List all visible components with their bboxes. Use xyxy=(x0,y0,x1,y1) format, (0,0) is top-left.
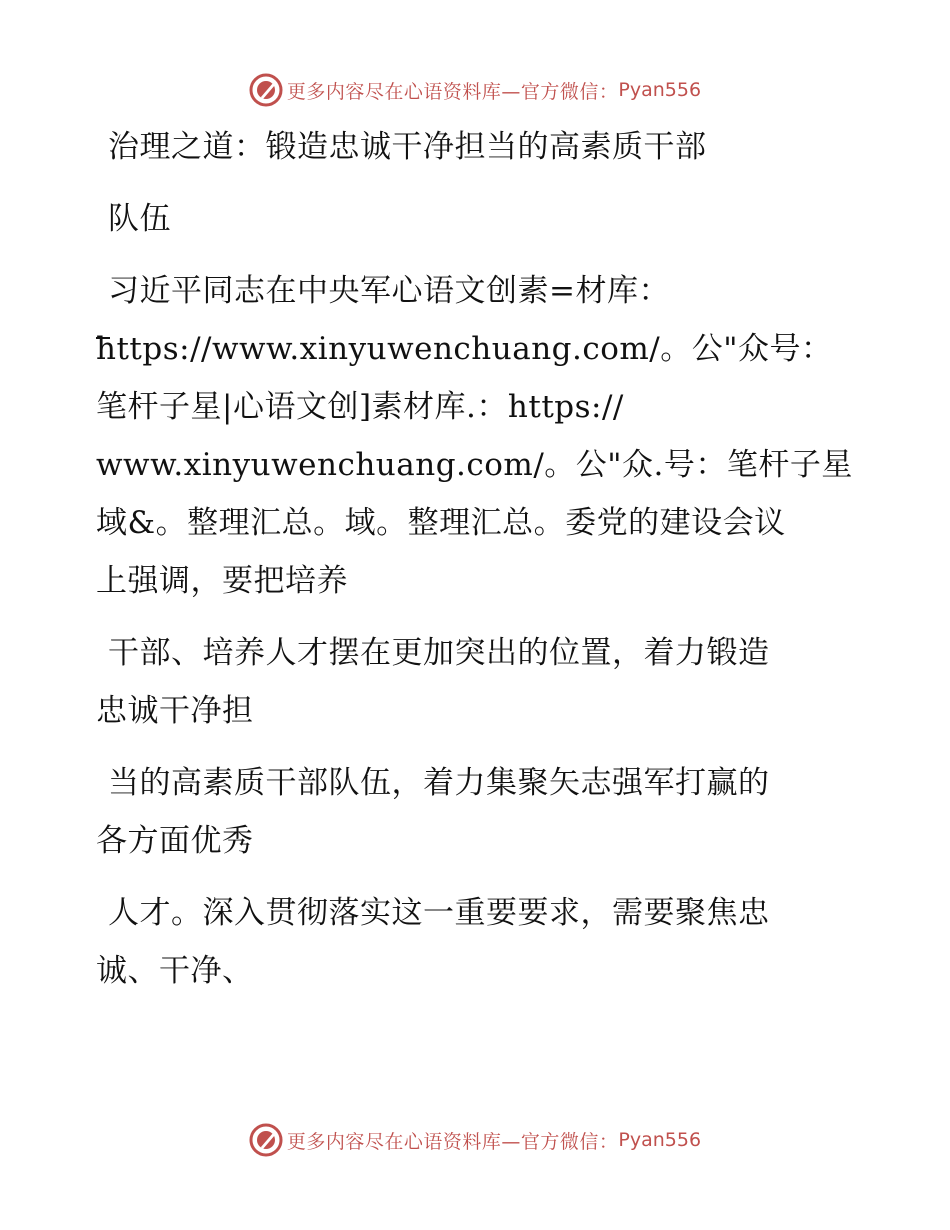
paragraph-line: 域&。整理汇总。域。整理汇总。委党的建设会议 xyxy=(96,505,786,541)
paragraph-line: 忠诚干净担 xyxy=(96,693,254,729)
watermark-text: 更多内容尽在心语资料库—官方微信： xyxy=(286,80,619,103)
header-watermark xyxy=(0,70,950,110)
paragraph-line: 各方面优秀 xyxy=(96,823,254,859)
document-body xyxy=(96,118,856,1000)
paragraph-line: 笔杆子星|心语文创]素材库.：https:// xyxy=(96,389,624,425)
paragraph-line: 习近平同志在中央军心语文创素=材库： xyxy=(108,273,670,309)
footer-watermark xyxy=(0,1120,950,1160)
pen-logo-icon xyxy=(249,1123,283,1157)
paragraph-line: www.xinyuwenchuang.com/。公"众.号：笔杆子星 xyxy=(96,447,853,483)
paragraph-line: 人才。深入贯彻落实这一重要要求，需要聚焦忠 xyxy=(108,895,770,931)
paragraph-line: https://www.xinyuwenchuang.com/。公"众号： xyxy=(96,331,833,367)
watermark-handle: Pyan556 xyxy=(618,1129,702,1151)
pen-logo-icon xyxy=(249,73,283,107)
paragraph-line: 当的高素质干部队伍，着力集聚矢志强军打赢的 xyxy=(108,765,770,801)
paragraph-line: 诚、干净、 xyxy=(96,953,254,989)
watermark-text: 更多内容尽在心语资料库—官方微信： xyxy=(286,1130,619,1153)
title-line-2: 队伍 xyxy=(108,201,171,237)
title-line-1: 治理之道：锻造忠诚干净担当的高素质干部 xyxy=(108,129,707,165)
watermark-handle: Pyan556 xyxy=(618,79,702,101)
paragraph-line: 干部、培养人才摆在更加突出的位置，着力锻造 xyxy=(108,635,770,671)
paragraph-line: 上强调，要把培养 xyxy=(96,563,348,599)
